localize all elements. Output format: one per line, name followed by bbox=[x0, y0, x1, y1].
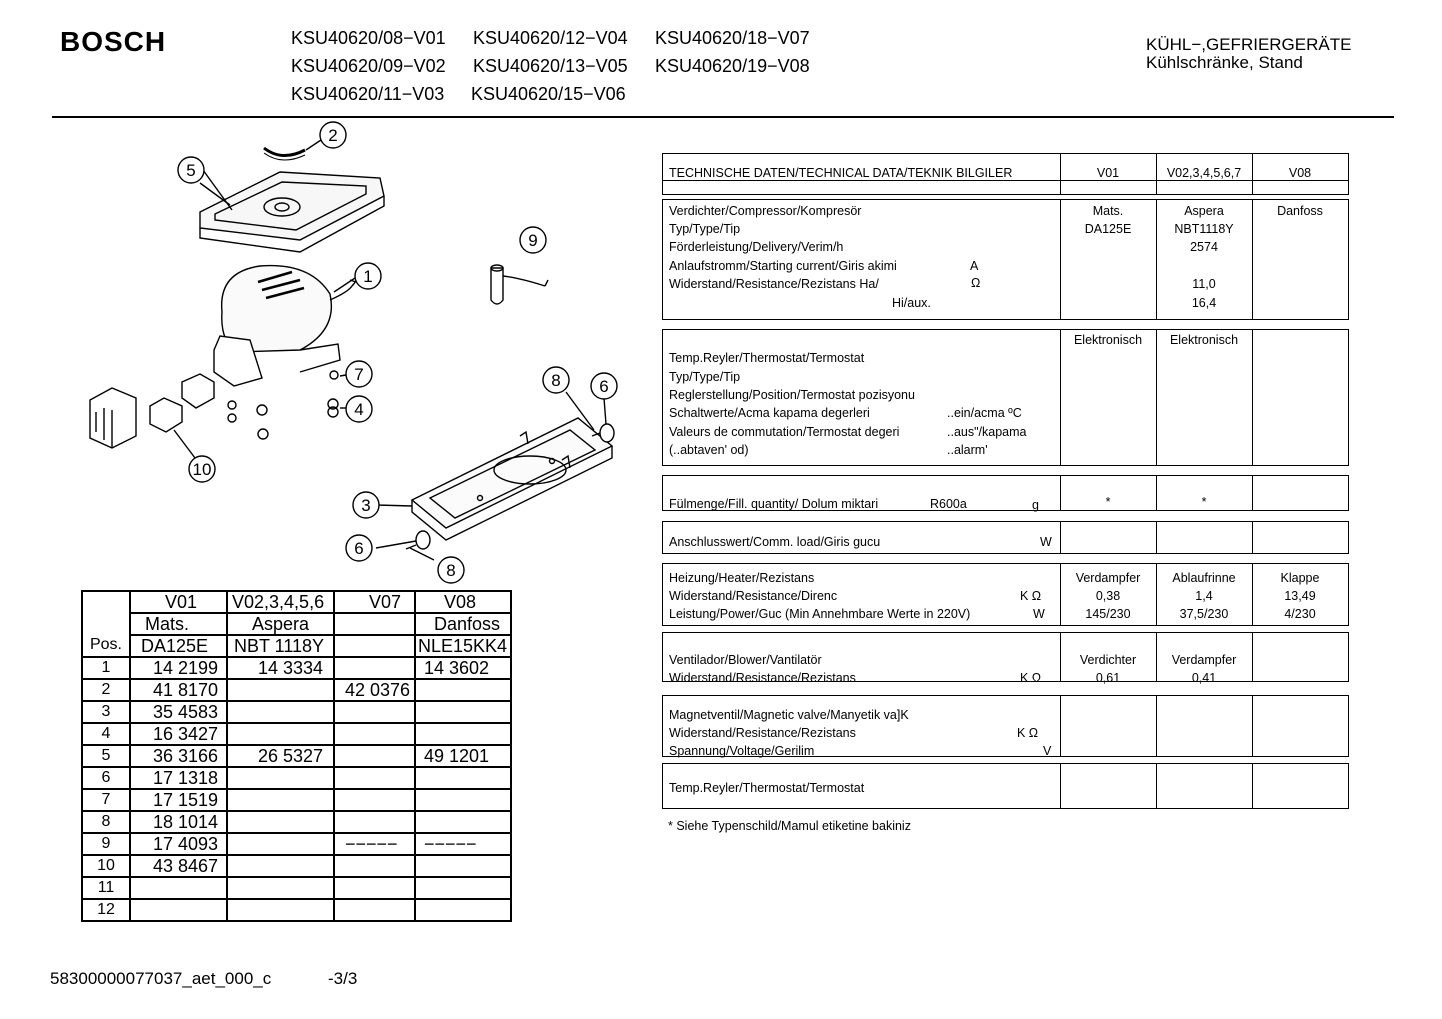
brand-logo: BOSCH bbox=[60, 26, 167, 57]
part-number-cell bbox=[334, 877, 415, 899]
table-row bbox=[82, 613, 511, 635]
callout-7: 7 bbox=[354, 365, 364, 384]
unit-kohm: K Ω bbox=[1020, 671, 1042, 685]
part-number-cell bbox=[227, 789, 334, 811]
manufacturer-cell: Danfoss bbox=[415, 613, 511, 635]
model-number: KSU40620/09−V02 bbox=[291, 56, 446, 76]
table-row bbox=[82, 591, 511, 613]
variant-header: V02,3,4,5,6 bbox=[227, 591, 334, 613]
part-number-cell: −−−−− bbox=[334, 833, 415, 855]
unit-ohm: Ω bbox=[971, 276, 981, 290]
model-number: KSU40620/13−V05 bbox=[473, 56, 628, 76]
part-number-cell bbox=[415, 767, 511, 789]
variant-header: V07 bbox=[334, 591, 415, 613]
part-number-cell bbox=[130, 899, 227, 921]
v08-heater-power: 4/230 bbox=[1284, 607, 1316, 621]
manufacturer-cell: Mats. bbox=[130, 613, 227, 635]
callout-2: 2 bbox=[328, 126, 338, 145]
part-number-cell: 35 4583 bbox=[130, 701, 227, 723]
part-number-cell bbox=[334, 899, 415, 921]
v01-heater: Verdampfer bbox=[1075, 571, 1141, 585]
connected-load-label: Anschlusswert/Comm. load/Giris gucu bbox=[669, 535, 881, 549]
pos-cell: 11 bbox=[82, 877, 130, 899]
v01-heater-power: 145/230 bbox=[1085, 607, 1131, 621]
part-number-cell bbox=[227, 877, 334, 899]
part-number-cell: 16 3427 bbox=[130, 723, 227, 745]
part-number-cell bbox=[415, 811, 511, 833]
v02-heater-resistance: 1,4 bbox=[1195, 589, 1213, 603]
callout-10: 10 bbox=[192, 460, 212, 479]
part-number-cell: 42 0376 bbox=[334, 679, 415, 701]
v01-thermostat: Elektronisch bbox=[1073, 333, 1143, 347]
switch-values-label: Schaltwerte/Acma kapama degerleri bbox=[669, 406, 870, 420]
callout-6: 6 bbox=[599, 377, 609, 396]
callout-1: 1 bbox=[363, 267, 373, 286]
variant-header: V08 bbox=[415, 591, 511, 613]
table-row bbox=[82, 789, 511, 811]
v08-manufacturer: Danfoss bbox=[1277, 204, 1323, 218]
tech-title: TECHNISCHE DATEN/TECHNICAL DATA/TEKNIK BILGILER bbox=[669, 166, 1013, 180]
defrost-label: (..abtaven' od) bbox=[669, 443, 749, 457]
callout-3: 3 bbox=[361, 496, 371, 515]
page-number: -3/3 bbox=[328, 969, 358, 988]
table-row bbox=[82, 899, 511, 921]
part-number-cell bbox=[334, 657, 415, 679]
part-number-cell: 17 1318 bbox=[130, 767, 227, 789]
callout-4: 4 bbox=[354, 400, 364, 419]
fill-quantity-section bbox=[662, 475, 1349, 511]
manufacturer-cell bbox=[334, 613, 415, 635]
model-number: KSU40620/12−V04 bbox=[473, 28, 628, 48]
pos-header: Pos. bbox=[82, 635, 130, 657]
type-label: Typ/Type/Tip bbox=[669, 222, 741, 236]
blower-label: Ventilador/Blower/Vantilatör bbox=[669, 653, 822, 667]
thermostat-label: Temp.Reyler/Thermostat/Termostat bbox=[669, 781, 865, 795]
document-id: 58300000077037_aet_000_c bbox=[50, 969, 272, 988]
compressor-type-cell: NBT 1118Y bbox=[227, 635, 334, 657]
table-row bbox=[82, 701, 511, 723]
callout-9: 9 bbox=[528, 231, 538, 250]
v02-thermostat: Elektronisch bbox=[1169, 333, 1239, 347]
unit-kohm: K Ω bbox=[1017, 726, 1039, 740]
tech-col-v01: V01 bbox=[1096, 166, 1120, 180]
pos-cell: 5 bbox=[82, 745, 130, 767]
part-number-cell bbox=[227, 723, 334, 745]
parts-table bbox=[81, 590, 512, 922]
part-number-cell bbox=[130, 877, 227, 899]
thermostat-label: Temp.Reyler/Thermostat/Termostat bbox=[669, 351, 865, 365]
pos-cell: 12 bbox=[82, 899, 130, 921]
part-number-cell bbox=[334, 723, 415, 745]
unit-gram: g bbox=[1032, 498, 1039, 512]
part-number-cell bbox=[227, 701, 334, 723]
pos-cell: 7 bbox=[82, 789, 130, 811]
unit-kohm: K Ω bbox=[1020, 589, 1042, 603]
part-number-cell: 26 5327 bbox=[227, 745, 334, 767]
table-row bbox=[82, 657, 511, 679]
table-row bbox=[82, 811, 511, 833]
resistance-label: Widerstand/Resistance/Direnc bbox=[669, 589, 838, 603]
exploded-parts-diagram bbox=[60, 118, 640, 588]
unit-ampere: A bbox=[970, 259, 979, 273]
table-row bbox=[82, 723, 511, 745]
part-number-cell bbox=[415, 877, 511, 899]
part-number-cell bbox=[415, 789, 511, 811]
part-number-cell: 36 3166 bbox=[130, 745, 227, 767]
part-number-cell: 18 1014 bbox=[130, 811, 227, 833]
tech-col-v02: V02,3,4,5,6,7 bbox=[1166, 166, 1242, 180]
compressor-section bbox=[662, 199, 1349, 320]
resistance-label: Widerstand/Resistance/Rezistans bbox=[669, 726, 856, 740]
table-row bbox=[82, 833, 511, 855]
off-label: ..aus"/kapama bbox=[947, 425, 1027, 439]
v01-blower-resistance: 0,61 bbox=[1095, 671, 1121, 685]
part-number-cell bbox=[334, 811, 415, 833]
starting-current-label: Anlaufstromm/Starting current/Giris akimi bbox=[669, 259, 897, 273]
part-number-cell: −−−−− bbox=[415, 833, 511, 855]
v02-heater: Ablaufrinne bbox=[1172, 571, 1236, 585]
v02-heater-power: 37,5/230 bbox=[1179, 607, 1229, 621]
pos-cell: 2 bbox=[82, 679, 130, 701]
alarm-label: ..alarm' bbox=[947, 443, 988, 457]
table-row bbox=[82, 679, 511, 701]
v02-type: NBT1118Y bbox=[1174, 222, 1234, 236]
part-number-cell bbox=[227, 767, 334, 789]
part-number-cell: 17 4093 bbox=[130, 833, 227, 855]
unit-watt: W bbox=[1040, 535, 1052, 549]
model-number: KSU40620/19−V08 bbox=[655, 56, 810, 76]
unit-watt: W bbox=[1033, 607, 1045, 621]
part-number-cell: 14 2199 bbox=[130, 657, 227, 679]
manufacturer-cell: Aspera bbox=[227, 613, 334, 635]
pos-cell: 6 bbox=[82, 767, 130, 789]
v02-manufacturer: Aspera bbox=[1184, 204, 1224, 218]
delivery-label: Förderleistung/Delivery/Verim/h bbox=[669, 240, 844, 254]
model-number: KSU40620/18−V07 bbox=[655, 28, 810, 48]
category-title: KÜHL−,GEFRIERGERÄTE bbox=[1146, 35, 1352, 54]
part-number-cell: 43 8467 bbox=[130, 855, 227, 877]
v08-heater-resistance: 13,49 bbox=[1284, 589, 1316, 603]
connected-load-section bbox=[662, 521, 1349, 554]
tech-header-box bbox=[662, 153, 1349, 195]
callout-5: 5 bbox=[186, 161, 196, 180]
thermostat-section bbox=[662, 329, 1349, 466]
unit-volt: V bbox=[1043, 744, 1052, 758]
v08-heater: Klappe bbox=[1280, 571, 1320, 585]
v02-blower-resistance: 0,41 bbox=[1191, 671, 1217, 685]
switch-values-label: Valeurs de commutation/Termostat degeri bbox=[669, 425, 900, 439]
part-number-cell bbox=[227, 899, 334, 921]
callout-8: 8 bbox=[446, 561, 456, 580]
v02-delivery: 2574 bbox=[1190, 240, 1218, 254]
part-number-cell bbox=[415, 723, 511, 745]
part-number-cell bbox=[334, 745, 415, 767]
category-subtitle: Kühlschränke, Stand bbox=[1146, 53, 1303, 72]
part-number-cell bbox=[415, 679, 511, 701]
model-number: KSU40620/15−V06 bbox=[471, 84, 626, 104]
compressor-label: Verdichter/Compressor/Kompresör bbox=[669, 204, 862, 218]
model-number: KSU40620/11−V03 bbox=[291, 84, 445, 104]
part-number-cell bbox=[227, 833, 334, 855]
part-number-cell bbox=[334, 855, 415, 877]
callout-6: 6 bbox=[354, 539, 364, 558]
fill-quantity-label: Fülmenge/Fill. quantity/ Dolum miktari bbox=[669, 497, 879, 511]
magnetic-valve-label: Magnetventil/Magnetic valve/Manyetik va]K bbox=[669, 708, 909, 722]
power-label: Leistung/Power/Guc (Min Annehmbare Werte in 220V) bbox=[669, 607, 971, 621]
part-number-cell bbox=[334, 789, 415, 811]
part-number-cell: 14 3602 bbox=[415, 657, 511, 679]
part-number-cell bbox=[415, 701, 511, 723]
heater-label: Heizung/Heater/Rezistans bbox=[669, 571, 815, 585]
compressor-type-cell: DA125E bbox=[130, 635, 227, 657]
compressor-type-cell: NLE15KK4 bbox=[415, 635, 511, 657]
table-row bbox=[82, 745, 511, 767]
pos-cell: 3 bbox=[82, 701, 130, 723]
on-label: ..ein/acma ºC bbox=[947, 406, 1022, 420]
pos-cell: 10 bbox=[82, 855, 130, 877]
v02-blower: Verdampfer bbox=[1171, 653, 1237, 667]
compressor-type-cell bbox=[334, 635, 415, 657]
pos-cell: 1 bbox=[82, 657, 130, 679]
v02-aux: 16,4 bbox=[1191, 296, 1217, 310]
table-row bbox=[82, 767, 511, 789]
heater-section bbox=[662, 563, 1349, 626]
part-number-cell: 14 3334 bbox=[227, 657, 334, 679]
variant-header: V01 bbox=[130, 591, 227, 613]
callout-8: 8 bbox=[551, 371, 561, 390]
table-row bbox=[82, 877, 511, 899]
v01-blower: Verdichter bbox=[1079, 653, 1137, 667]
part-number-cell bbox=[227, 855, 334, 877]
v01-fill: * bbox=[1105, 495, 1111, 509]
thermostat2-section bbox=[662, 763, 1349, 809]
part-number-cell bbox=[415, 855, 511, 877]
part-number-cell bbox=[227, 811, 334, 833]
part-number-cell: 41 8170 bbox=[130, 679, 227, 701]
model-number: KSU40620/08−V01 bbox=[291, 28, 446, 48]
v01-heater-resistance: 0,38 bbox=[1095, 589, 1121, 603]
pos-cell bbox=[82, 591, 130, 613]
pos-cell: 4 bbox=[82, 723, 130, 745]
aux-label: Hi/aux. bbox=[892, 296, 931, 310]
type-label: Typ/Type/Tip bbox=[669, 370, 741, 384]
part-number-cell: 17 1519 bbox=[130, 789, 227, 811]
v02-fill: * bbox=[1201, 495, 1207, 509]
part-number-cell bbox=[227, 679, 334, 701]
pos-cell: 9 bbox=[82, 833, 130, 855]
pos-cell bbox=[82, 613, 130, 635]
table-row bbox=[82, 635, 511, 657]
footnote: * Siehe Typenschild/Mamul etiketine bakiniz bbox=[668, 819, 911, 833]
position-label: Reglerstellung/Position/Termostat pozisyonu bbox=[669, 388, 915, 402]
part-number-cell bbox=[334, 767, 415, 789]
v01-type: DA125E bbox=[1084, 222, 1132, 236]
part-number-cell bbox=[415, 899, 511, 921]
magnetic-valve-section bbox=[662, 695, 1349, 757]
pos-cell: 8 bbox=[82, 811, 130, 833]
v01-manufacturer: Mats. bbox=[1092, 204, 1124, 218]
part-number-cell: 49 1201 bbox=[415, 745, 511, 767]
voltage-label: Spannung/Voltage/Gerilim bbox=[669, 744, 815, 758]
blower-section bbox=[662, 632, 1349, 685]
v02-resistance: 11,0 bbox=[1192, 277, 1216, 291]
resistance-label: Widerstand/Resistance/Rezistans Ha/ bbox=[669, 277, 879, 291]
tech-col-v08: V08 bbox=[1288, 166, 1312, 180]
table-row bbox=[82, 855, 511, 877]
part-number-cell bbox=[334, 701, 415, 723]
refrigerant-label: R600a bbox=[930, 497, 967, 511]
resistance-label: Widerstand/Resistance/Rezistans bbox=[669, 671, 856, 685]
